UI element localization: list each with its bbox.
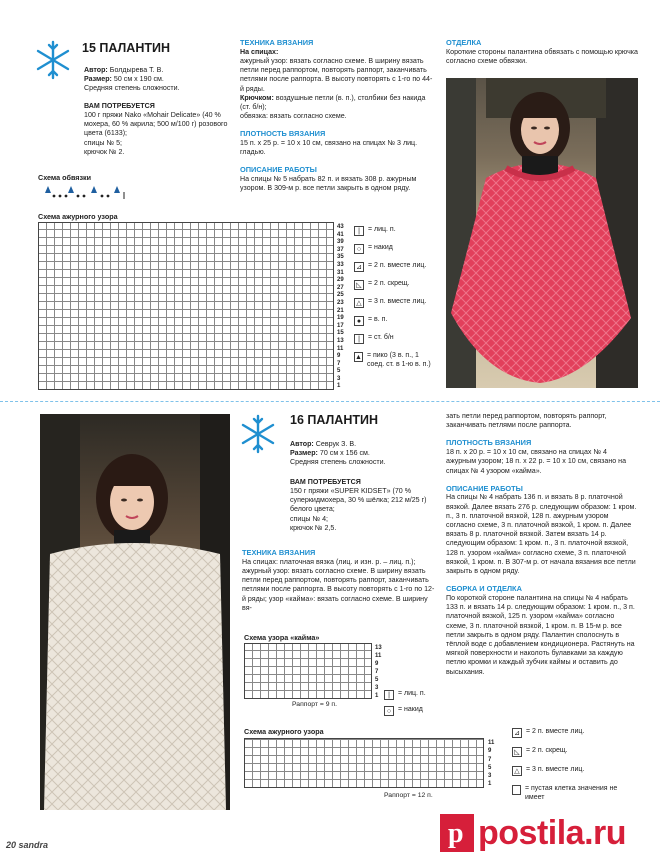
row-number: 3 <box>375 685 379 691</box>
legend-item <box>512 728 624 738</box>
legend-item <box>354 262 438 272</box>
row-number: 1 <box>488 781 492 788</box>
legend-symbol-icon: ◺ <box>354 280 364 290</box>
project-15-technique <box>240 38 434 194</box>
row-number: 37 <box>337 246 344 253</box>
legend-16a <box>384 690 444 722</box>
lace-chart-15-row-numbers <box>337 223 344 390</box>
project-16-info <box>290 440 440 533</box>
row-number: 13 <box>337 337 344 344</box>
legend-item <box>512 766 624 776</box>
row-number: 11 <box>488 740 495 746</box>
legend-text: = 2 п. вместе лиц. <box>526 728 585 735</box>
need-title: ВАМ ПОТРЕБУЕТСЯ <box>290 477 361 486</box>
photo-white-shawl <box>40 414 230 810</box>
edge-chart-title: Схема обвязки <box>38 173 92 182</box>
row-number: 21 <box>337 307 344 314</box>
row-number: 7 <box>488 756 492 763</box>
legend-text: = накид <box>368 244 393 251</box>
desc-title: ОПИСАНИЕ РАБОТЫ <box>446 483 523 493</box>
density-title: ПЛОТНОСТЬ ВЯЗАНИЯ <box>240 129 326 139</box>
difficulty: Средняя степень сложности. <box>290 458 386 467</box>
legend-symbol-icon <box>512 785 521 795</box>
legend-text: = лиц. п. <box>398 690 426 697</box>
project-16-title: 16 ПАЛАНТИН <box>290 413 379 427</box>
project-15-info <box>84 66 234 157</box>
legend-text: = 3 п. вместе лиц. <box>368 298 427 305</box>
row-number: 5 <box>488 764 492 771</box>
project-16-technique <box>242 548 436 613</box>
legend-symbol-icon: | <box>354 226 364 236</box>
need-text: 100 г пряжи Nako «Mohair Delicate» (40 % мохера, 60 % акрила; 500 м/100 г) розового цвета (6133); <box>84 110 228 138</box>
need-title: ВАМ ПОТРЕБУЕТСЯ <box>84 101 155 110</box>
watermark-text: postila.ru <box>478 814 627 852</box>
density-title: ПЛОТНОСТЬ ВЯЗАНИЯ <box>446 438 532 448</box>
hook: крючок № 2,5. <box>290 523 337 532</box>
row-number: 13 <box>375 645 382 651</box>
legend-item <box>384 706 444 716</box>
legend-text: = лиц. п. <box>368 226 396 233</box>
difficulty: Средняя степень сложности. <box>84 84 180 93</box>
snowflake-icon-16 <box>240 414 276 454</box>
technique-title: ТЕХНИКА ВЯЗАНИЯ <box>240 38 314 47</box>
legend-text: = ст. б/н <box>368 334 394 341</box>
technique-edge: обвязка: вязать согласно схеме. <box>240 112 347 121</box>
legend-symbol-icon: | <box>384 690 394 700</box>
row-number: 29 <box>337 277 344 284</box>
legend-text: = 2 п. скрещ. <box>526 747 568 754</box>
need-text: 150 г пряжи «SUPER KIDSET» (70 % суперкидмохера, 30 % шёлка; 212 м/25 г) белого цвета; <box>290 486 427 514</box>
needles: спицы № 4; <box>290 514 328 523</box>
hook: крючок № 2. <box>84 147 125 156</box>
row-number: 25 <box>337 292 344 299</box>
size-label: Размер: <box>290 449 318 458</box>
row-number: 9 <box>337 353 341 360</box>
project-16-right-col <box>446 412 638 677</box>
row-number: 9 <box>375 661 379 667</box>
legend-text: = накид <box>398 706 423 713</box>
legend-item <box>512 785 624 803</box>
desc-text: На спицы № 4 набрать 136 п. и вязать 8 р. платочной вязкой. Далее вязать 276 р. следующим образом: 1 кром. п., 3 п. платочной вязкой, 128 п. ажурным узором согласно схеме, 3 п. платочной вязкой, 1 кром. п. Далее вязать 8 р. платочной вязкой. Затем вязать 14 р. следующим образом: 1 кром. п., 3 п. платочной вязкой, 128 п. узором «кайма» согласно схеме, 3 п. платочной вязкой, 1 кром. п. В 307-м р. от начала вязания все петли закрыть в одном ряду. <box>446 493 637 576</box>
legend-symbol-icon: ○ <box>354 244 364 254</box>
legend-text: = пико (3 в. п., 1 соед. ст. в 1-ю в. п.) <box>366 352 431 368</box>
technique-needles-label: На спицах: <box>240 47 279 56</box>
row-number: 17 <box>337 322 344 329</box>
lace-rapport: Раппорт = 12 п. <box>384 792 433 799</box>
legend-symbol-icon: △ <box>512 766 522 776</box>
row-number: 11 <box>375 653 382 659</box>
row-number: 27 <box>337 284 344 291</box>
row-number: 41 <box>337 231 344 238</box>
watermark-logo-icon-letter: p <box>448 818 464 849</box>
row-number: 9 <box>488 748 492 755</box>
snowflake-icon <box>36 40 70 80</box>
row-number: 33 <box>337 261 344 268</box>
lace-chart-16 <box>244 738 484 788</box>
desc-text: На спицы № 5 набрать 82 п. и вязать 308 р. ажурным узором. В 309-м р. все петли закрыть в одном ряду. <box>240 175 417 193</box>
legend-text: = 3 п. вместе лиц. <box>526 766 585 773</box>
legend-item <box>354 280 438 290</box>
technique-continued: зать петли перед раппортом, повторять раппорт, заканчивать петлями после раппорта. <box>446 412 607 430</box>
author-label: Автор: <box>84 66 108 74</box>
legend-symbol-icon: ○ <box>384 706 394 716</box>
legend-symbol-icon: ● <box>354 316 364 326</box>
row-number: 3 <box>488 773 492 780</box>
legend-item <box>354 316 438 326</box>
row-number: 15 <box>337 330 344 337</box>
row-number: 23 <box>337 299 344 306</box>
technique-hook-text: воздушные петли (в. п.), столбики без накида (ст. б/н); <box>240 93 426 111</box>
desc-title: ОПИСАНИЕ РАБОТЫ <box>240 165 317 175</box>
page-footer: 20 sandra <box>6 840 49 850</box>
technique-text: На спицах: платочная вязка (лиц. и изн. р. – лиц. п.); ажурный узор: вязать согласно схеме. В ширину вязать петли перед раппортом, повторять раппорт, заканчивать петлями после раппорта. В высоту повторять с 1-го по 12-й ряды; узор «кайма»: вязать согласно схеме. В ширину вя- <box>242 557 435 612</box>
technique-title: ТЕХНИКА ВЯЗАНИЯ <box>242 548 316 557</box>
legend-symbol-icon: ◺ <box>512 747 522 757</box>
density-text: 18 п. х 20 р. = 10 х 10 см, связано на спицах № 4 ажурным узором; 18 п. х 22 р. = 10 х 10 см, связано на спицах № 4 узором «кайма». <box>446 448 627 475</box>
legend-16b <box>512 728 624 812</box>
legend-text: = пустая клетка значения не имеет <box>524 785 618 801</box>
author-value: Севрук З. В. <box>315 440 357 448</box>
row-number: 1 <box>337 383 341 390</box>
row-number: 11 <box>337 345 344 352</box>
size-value: 70 см х 156 см. <box>319 449 370 458</box>
lace-chart-16-title: Схема ажурного узора <box>244 727 324 736</box>
row-number: 3 <box>337 375 341 382</box>
legend-symbol-icon: ▲ <box>355 354 362 361</box>
kaima-chart <box>244 643 372 699</box>
watermark <box>440 808 654 858</box>
section-divider <box>0 401 660 402</box>
kaima-rapport: Раппорт = 9 п. <box>292 701 337 708</box>
row-number: 1 <box>375 693 379 699</box>
assembly-text: По короткой стороне палантина на спицы № 4 набрать 133 п. и вязать 14 р. следующим образом: 1 кром. п., 3 п. платочной вязкой, 125 п. узором «кайма» согласно схеме, 3 п. платочной вязкой, 1 кром. п. В 15-м р. все петли закрыть в одном ряду. Палантин сполоснуть в тёплой воде с добавлением кондиционера. Растянуть на мягкой поверхности и наколоть булавками за каждую петлю кромки и каждый зубчик каймы и оставить до высыхания. <box>446 593 635 676</box>
assembly-title: СБОРКА И ОТДЕЛКА <box>446 584 522 594</box>
legend-item <box>354 334 438 344</box>
row-number: 31 <box>337 269 344 276</box>
kaima-chart-row-numbers <box>375 644 382 700</box>
row-number: 7 <box>337 360 341 367</box>
legend-15 <box>354 226 438 378</box>
finish-text: Короткие стороны палантина обвязать с помощью крючка согласно схеме обвязки. <box>446 47 638 65</box>
row-number: 43 <box>337 224 344 230</box>
finish-title: ОТДЕЛКА <box>446 38 482 47</box>
technique-hook-label: Крючком: <box>240 93 274 102</box>
legend-symbol-icon: ⊿ <box>512 728 522 738</box>
row-number: 39 <box>337 239 344 246</box>
size-label: Размер: <box>84 75 112 84</box>
legend-item <box>512 747 624 757</box>
legend-text: = 2 п. вместе лиц. <box>368 262 427 269</box>
density-text: 15 п. х 25 р. = 10 х 10 см, связано на спицах № 3 лиц. гладью. <box>240 139 418 157</box>
legend-item <box>384 690 444 700</box>
project-15-finish <box>446 38 638 66</box>
technique-text: ажурный узор: вязать согласно схеме. В ширину вязать петли перед раппортом, повторять раппорт, заканчивать петлями после раппорта. В высоту повторять с 1-го по 44-й ряды. <box>240 56 433 93</box>
legend-symbol-icon: ⊿ <box>354 262 364 272</box>
lace-chart-15 <box>38 222 334 390</box>
row-number: 7 <box>375 669 379 675</box>
author-value: Болдырева Т. В. <box>109 66 164 74</box>
legend-item <box>354 244 438 254</box>
legend-item <box>354 352 438 370</box>
edge-chart <box>40 182 130 202</box>
author-label: Автор: <box>290 440 314 448</box>
legend-item <box>354 298 438 308</box>
legend-text: = в. п. <box>368 316 388 323</box>
photo-pink-shawl <box>446 78 638 388</box>
legend-symbol-icon: △ <box>354 298 364 308</box>
kaima-chart-title: Схема узора «кайма» <box>244 633 320 642</box>
lace-chart-16-row-numbers <box>488 739 494 789</box>
legend-text: = 2 п. скрещ. <box>368 280 410 287</box>
row-number: 19 <box>337 315 344 322</box>
size-value: 50 см х 190 см. <box>113 75 164 84</box>
row-number: 5 <box>375 677 379 683</box>
project-15-title: 15 ПАЛАНТИН <box>82 41 171 55</box>
row-number: 35 <box>337 254 344 261</box>
lace-chart-title: Схема ажурного узора <box>38 212 118 221</box>
row-number: 5 <box>337 368 341 375</box>
legend-symbol-icon: | <box>354 334 364 344</box>
legend-item <box>354 226 438 236</box>
needles: спицы № 5; <box>84 138 122 147</box>
